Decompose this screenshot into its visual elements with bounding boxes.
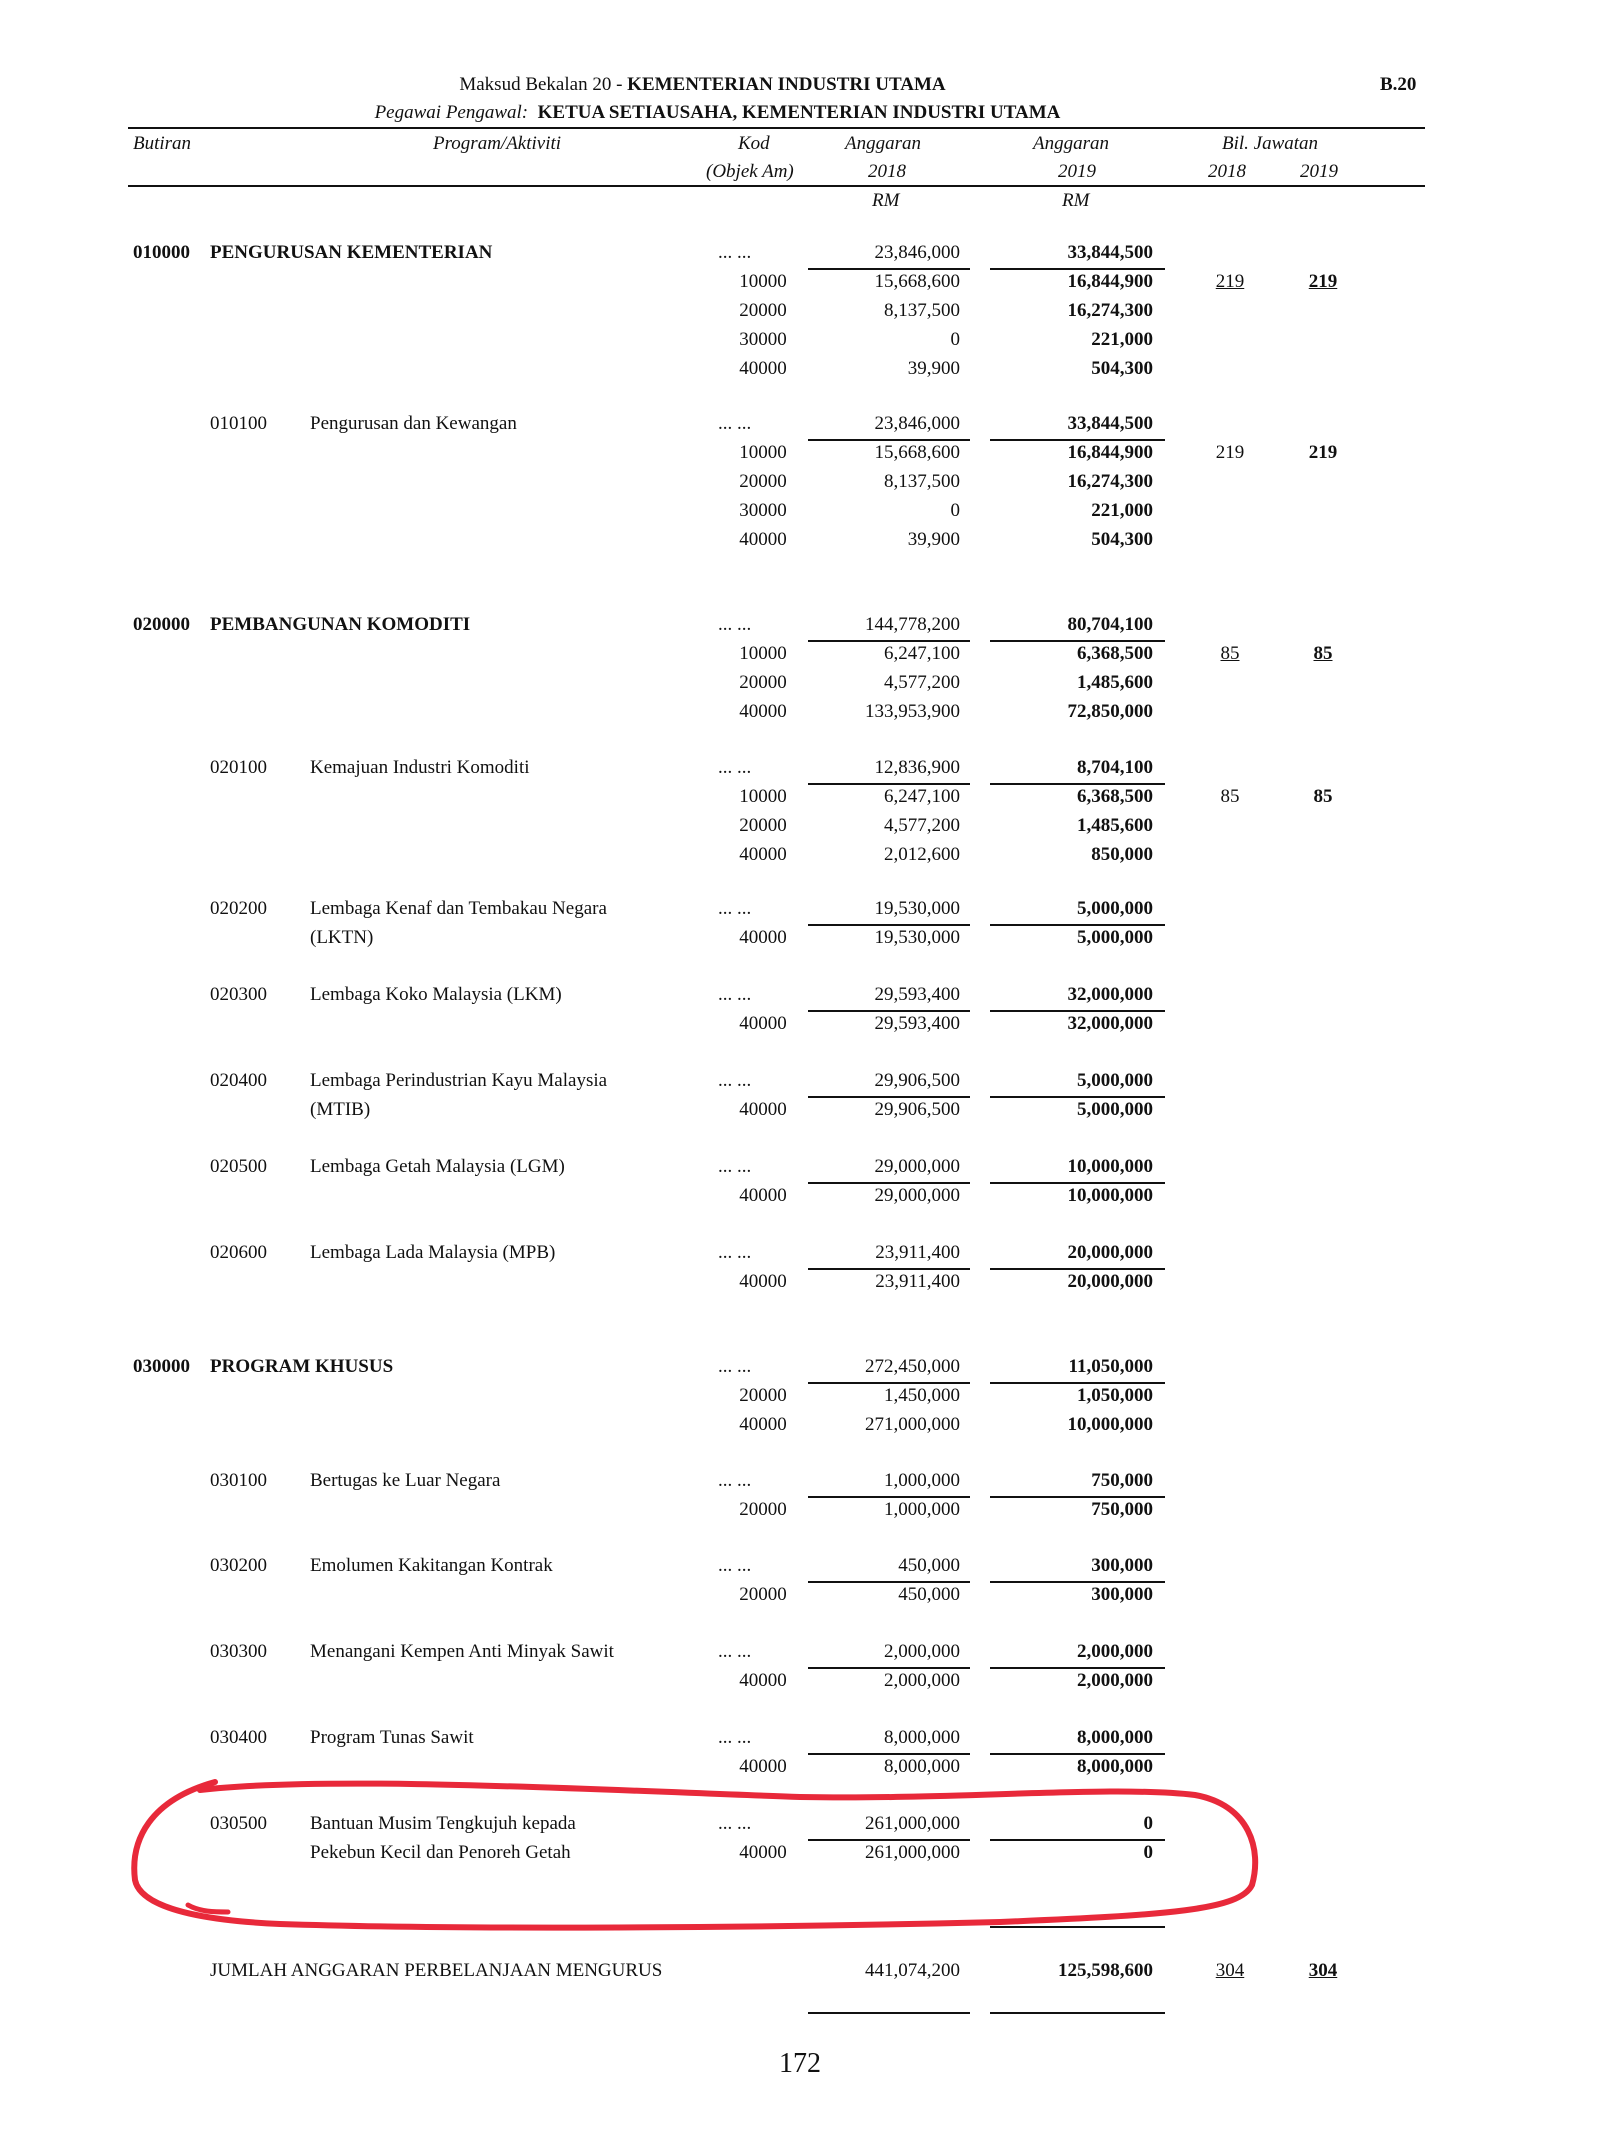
object-code: 40000 bbox=[739, 844, 787, 865]
amount-2018: 2,000,000 bbox=[884, 1670, 960, 1691]
col-year-2019: 2019 bbox=[1058, 161, 1096, 182]
page-number: 172 bbox=[779, 2048, 821, 2079]
jawatan-2019: 85 bbox=[1313, 643, 1333, 664]
leader-dots: ... ... bbox=[718, 1813, 752, 1834]
leader-dots: ... ... bbox=[718, 1242, 752, 1263]
amount-2019: 5,000,000 bbox=[1077, 898, 1153, 919]
amount-2018: 29,593,400 bbox=[874, 984, 960, 1005]
amount-2018: 271,000,000 bbox=[865, 1414, 960, 1435]
currency-2018: RM bbox=[872, 190, 900, 211]
section-name: PENGURUSAN KEMENTERIAN bbox=[210, 242, 493, 263]
object-code: 10000 bbox=[739, 442, 787, 463]
amount-2018: 4,577,200 bbox=[884, 672, 960, 693]
section-name: PROGRAM KHUSUS bbox=[210, 1356, 394, 1377]
jawatan-2019: 85 bbox=[1313, 786, 1333, 807]
jawatan-2019: 219 bbox=[1308, 442, 1338, 463]
amount-2019: 72,850,000 bbox=[1067, 701, 1153, 722]
amount-2019: 11,050,000 bbox=[1068, 1356, 1153, 1377]
activity-code: 020500 bbox=[210, 1156, 267, 1177]
jawatan-2018: 85 bbox=[1220, 643, 1240, 664]
activity-name: Program Tunas Sawit bbox=[310, 1727, 474, 1748]
activity-code: 030100 bbox=[210, 1470, 267, 1491]
amount-2019: 20,000,000 bbox=[1067, 1242, 1153, 1263]
amount-2018: 29,906,500 bbox=[874, 1070, 960, 1091]
amount-2018: 29,593,400 bbox=[874, 1013, 960, 1034]
amount-2018: 261,000,000 bbox=[865, 1842, 960, 1863]
amount-2018: 29,000,000 bbox=[874, 1156, 960, 1177]
activity-code: 020300 bbox=[210, 984, 267, 1005]
amount-2018: 19,530,000 bbox=[874, 927, 960, 948]
annotation-circle-stroke bbox=[134, 1782, 1255, 1928]
amount-2019: 16,844,900 bbox=[1067, 442, 1153, 463]
leader-dots: ... ... bbox=[718, 1470, 752, 1491]
col-anggaran-2019: Anggaran bbox=[1033, 133, 1109, 154]
col-butiran: Butiran bbox=[133, 133, 192, 154]
amount-2019: 1,485,600 bbox=[1077, 815, 1153, 836]
activity-code: 030500 bbox=[210, 1813, 267, 1834]
activity-name-cont: (MTIB) bbox=[310, 1099, 371, 1120]
amount-2018: 0 bbox=[950, 500, 960, 521]
object-code: 30000 bbox=[739, 329, 787, 350]
amount-2019: 32,000,000 bbox=[1067, 1013, 1153, 1034]
amount-2018: 39,900 bbox=[907, 358, 960, 379]
amount-2019: 750,000 bbox=[1091, 1470, 1153, 1491]
amount-2019: 221,000 bbox=[1091, 329, 1153, 350]
activity-code: 020200 bbox=[210, 898, 267, 919]
activity-name: Emolumen Kakitangan Kontrak bbox=[310, 1555, 553, 1576]
activity-name: Lembaga Getah Malaysia (LGM) bbox=[310, 1156, 565, 1177]
activity-name: Bertugas ke Luar Negara bbox=[310, 1470, 501, 1491]
title-prefix: Maksud Bekalan 20 - bbox=[459, 74, 628, 95]
leader-dots: ... ... bbox=[718, 757, 752, 778]
col-year-2018: 2018 bbox=[868, 161, 906, 182]
activity-code: 020100 bbox=[210, 757, 267, 778]
object-code: 40000 bbox=[739, 927, 787, 948]
amount-2019: 8,704,100 bbox=[1077, 757, 1153, 778]
object-code: 20000 bbox=[739, 815, 787, 836]
leader-dots: ... ... bbox=[718, 413, 752, 434]
activity-name: Lembaga Lada Malaysia (MPB) bbox=[310, 1242, 556, 1263]
object-code: 40000 bbox=[739, 701, 787, 722]
amount-2018: 23,846,000 bbox=[874, 413, 960, 434]
leader-dots: ... ... bbox=[718, 1727, 752, 1748]
object-code: 20000 bbox=[739, 1499, 787, 1520]
amount-2019: 6,368,500 bbox=[1077, 643, 1153, 664]
activity-code: 020600 bbox=[210, 1242, 267, 1263]
amount-2018: 23,846,000 bbox=[874, 242, 960, 263]
amount-2019: 2,000,000 bbox=[1077, 1670, 1153, 1691]
amount-2019: 32,000,000 bbox=[1067, 984, 1153, 1005]
activity-name: Lembaga Kenaf dan Tembakau Negara bbox=[310, 898, 607, 919]
amount-2018: 19,530,000 bbox=[874, 898, 960, 919]
object-code: 20000 bbox=[739, 300, 787, 321]
amount-2019: 0 bbox=[1143, 1842, 1153, 1863]
amount-2018: 23,911,400 bbox=[875, 1242, 960, 1263]
object-code: 40000 bbox=[739, 1756, 787, 1777]
section-code: 010000 bbox=[133, 242, 190, 263]
leader-dots: ... ... bbox=[718, 1070, 752, 1091]
activity-code: 030200 bbox=[210, 1555, 267, 1576]
amount-2019: 850,000 bbox=[1091, 844, 1153, 865]
amount-2019: 80,704,100 bbox=[1067, 614, 1153, 635]
amount-2018: 8,000,000 bbox=[884, 1727, 960, 1748]
section-code: 030000 bbox=[133, 1356, 190, 1377]
activity-name: Kemajuan Industri Komoditi bbox=[310, 757, 530, 778]
object-code: 40000 bbox=[739, 1271, 787, 1292]
amount-2018: 1,000,000 bbox=[884, 1499, 960, 1520]
title-ministry: KEMENTERIAN INDUSTRI UTAMA bbox=[627, 74, 946, 95]
annotation-circle-tail bbox=[188, 1905, 228, 1912]
amount-2019: 5,000,000 bbox=[1077, 1070, 1153, 1091]
object-code: 30000 bbox=[739, 500, 787, 521]
object-code: 40000 bbox=[739, 529, 787, 550]
amount-2018: 2,000,000 bbox=[884, 1641, 960, 1662]
leader-dots: ... ... bbox=[718, 614, 752, 635]
amount-2019: 504,300 bbox=[1091, 529, 1153, 550]
jawatan-2018: 85 bbox=[1220, 786, 1240, 807]
amount-2019: 10,000,000 bbox=[1067, 1156, 1153, 1177]
object-code: 10000 bbox=[739, 271, 787, 292]
amount-2019: 5,000,000 bbox=[1077, 1099, 1153, 1120]
col-jawatan-2019: 2019 bbox=[1300, 161, 1338, 182]
amount-2018: 144,778,200 bbox=[865, 614, 960, 635]
amount-2019: 0 bbox=[1143, 1813, 1153, 1834]
object-code: 40000 bbox=[739, 1185, 787, 1206]
currency-2019: RM bbox=[1062, 190, 1090, 211]
total-2018: 441,074,200 bbox=[865, 1960, 960, 1981]
col-program: Program/Aktiviti bbox=[433, 133, 562, 154]
activity-name: Bantuan Musim Tengkujuh kepada bbox=[310, 1813, 576, 1834]
activity-name: Menangani Kempen Anti Minyak Sawit bbox=[310, 1641, 614, 1662]
activity-code: 020400 bbox=[210, 1070, 267, 1091]
total-jawatan-2019: 304 bbox=[1308, 1960, 1338, 1981]
amount-2019: 300,000 bbox=[1091, 1555, 1153, 1576]
amount-2019: 300,000 bbox=[1091, 1584, 1153, 1605]
amount-2018: 29,906,500 bbox=[874, 1099, 960, 1120]
activity-code: 030400 bbox=[210, 1727, 267, 1748]
amount-2018: 1,450,000 bbox=[884, 1385, 960, 1406]
activity-name: Pengurusan dan Kewangan bbox=[310, 413, 517, 434]
document-code: B.20 bbox=[1380, 74, 1417, 95]
activity-name: Lembaga Koko Malaysia (LKM) bbox=[310, 984, 562, 1005]
object-code: 20000 bbox=[739, 1584, 787, 1605]
amount-2018: 261,000,000 bbox=[865, 1813, 960, 1834]
amount-2019: 750,000 bbox=[1091, 1499, 1153, 1520]
object-code: 20000 bbox=[739, 672, 787, 693]
jawatan-2018: 219 bbox=[1215, 442, 1245, 463]
activity-name-cont: (LKTN) bbox=[310, 927, 374, 948]
amount-2018: 8,137,500 bbox=[884, 471, 960, 492]
total-2019: 125,598,600 bbox=[1058, 1960, 1153, 1981]
amount-2019: 16,274,300 bbox=[1067, 471, 1153, 492]
amount-2019: 1,050,000 bbox=[1077, 1385, 1153, 1406]
col-jawatan: Bil. Jawatan bbox=[1222, 133, 1319, 154]
activity-code: 010100 bbox=[210, 413, 267, 434]
object-code: 40000 bbox=[739, 1670, 787, 1691]
leader-dots: ... ... bbox=[718, 898, 752, 919]
leader-dots: ... ... bbox=[718, 1156, 752, 1177]
col-kod-sub: (Objek Am) bbox=[706, 161, 794, 182]
amount-2018: 8,000,000 bbox=[884, 1756, 960, 1777]
amount-2018: 8,137,500 bbox=[884, 300, 960, 321]
object-code: 20000 bbox=[739, 1385, 787, 1406]
object-code: 40000 bbox=[739, 1013, 787, 1034]
amount-2019: 16,844,900 bbox=[1067, 271, 1153, 292]
object-code: 40000 bbox=[739, 1414, 787, 1435]
amount-2018: 450,000 bbox=[898, 1584, 960, 1605]
amount-2018: 272,450,000 bbox=[865, 1356, 960, 1377]
leader-dots: ... ... bbox=[718, 1356, 752, 1377]
leader-dots: ... ... bbox=[718, 984, 752, 1005]
total-jawatan-2018: 304 bbox=[1215, 1960, 1245, 1981]
amount-2018: 0 bbox=[950, 329, 960, 350]
col-jawatan-2018: 2018 bbox=[1208, 161, 1246, 182]
object-code: 40000 bbox=[739, 1099, 787, 1120]
amount-2018: 23,911,400 bbox=[875, 1271, 960, 1292]
activity-name: Lembaga Perindustrian Kayu Malaysia bbox=[310, 1070, 608, 1091]
leader-dots: ... ... bbox=[718, 242, 752, 263]
amount-2018: 39,900 bbox=[907, 529, 960, 550]
subtitle-officer: KETUA SETIAUSAHA, KEMENTERIAN INDUSTRI UTAMA bbox=[537, 102, 1061, 123]
amount-2018: 29,000,000 bbox=[874, 1185, 960, 1206]
amount-2019: 5,000,000 bbox=[1077, 927, 1153, 948]
amount-2019: 6,368,500 bbox=[1077, 786, 1153, 807]
amount-2018: 1,000,000 bbox=[884, 1470, 960, 1491]
amount-2019: 33,844,500 bbox=[1067, 242, 1153, 263]
activity-name-cont: Pekebun Kecil dan Penoreh Getah bbox=[310, 1842, 571, 1863]
leader-dots: ... ... bbox=[718, 1555, 752, 1576]
jawatan-2019: 219 bbox=[1308, 271, 1338, 292]
activity-code: 030300 bbox=[210, 1641, 267, 1662]
amount-2019: 504,300 bbox=[1091, 358, 1153, 379]
leader-dots: ... ... bbox=[718, 1641, 752, 1662]
jawatan-2018: 219 bbox=[1215, 271, 1245, 292]
section-name: PEMBANGUNAN KOMODITI bbox=[210, 614, 471, 635]
object-code: 20000 bbox=[739, 471, 787, 492]
object-code: 40000 bbox=[739, 1842, 787, 1863]
amount-2019: 221,000 bbox=[1091, 500, 1153, 521]
object-code: 10000 bbox=[739, 786, 787, 807]
amount-2018: 12,836,900 bbox=[874, 757, 960, 778]
amount-2019: 8,000,000 bbox=[1077, 1756, 1153, 1777]
amount-2019: 20,000,000 bbox=[1067, 1271, 1153, 1292]
section-code: 020000 bbox=[133, 614, 190, 635]
amount-2019: 10,000,000 bbox=[1067, 1185, 1153, 1206]
object-code: 40000 bbox=[739, 358, 787, 379]
amount-2019: 1,485,600 bbox=[1077, 672, 1153, 693]
amount-2018: 2,012,600 bbox=[884, 844, 960, 865]
amount-2019: 8,000,000 bbox=[1077, 1727, 1153, 1748]
amount-2018: 15,668,600 bbox=[874, 442, 960, 463]
amount-2018: 133,953,900 bbox=[865, 701, 960, 722]
amount-2019: 33,844,500 bbox=[1067, 413, 1153, 434]
amount-2019: 10,000,000 bbox=[1067, 1414, 1153, 1435]
amount-2019: 2,000,000 bbox=[1077, 1641, 1153, 1662]
amount-2018: 450,000 bbox=[898, 1555, 960, 1576]
amount-2018: 6,247,100 bbox=[884, 643, 960, 664]
col-kod: Kod bbox=[738, 133, 770, 154]
amount-2018: 15,668,600 bbox=[874, 271, 960, 292]
amount-2019: 16,274,300 bbox=[1067, 300, 1153, 321]
subtitle-label: Pegawai Pengawal: bbox=[374, 102, 529, 123]
amount-2018: 6,247,100 bbox=[884, 786, 960, 807]
total-label: JUMLAH ANGGARAN PERBELANJAAN MENGURUS bbox=[210, 1960, 663, 1981]
col-anggaran-2018: Anggaran bbox=[845, 133, 921, 154]
object-code: 10000 bbox=[739, 643, 787, 664]
amount-2018: 4,577,200 bbox=[884, 815, 960, 836]
